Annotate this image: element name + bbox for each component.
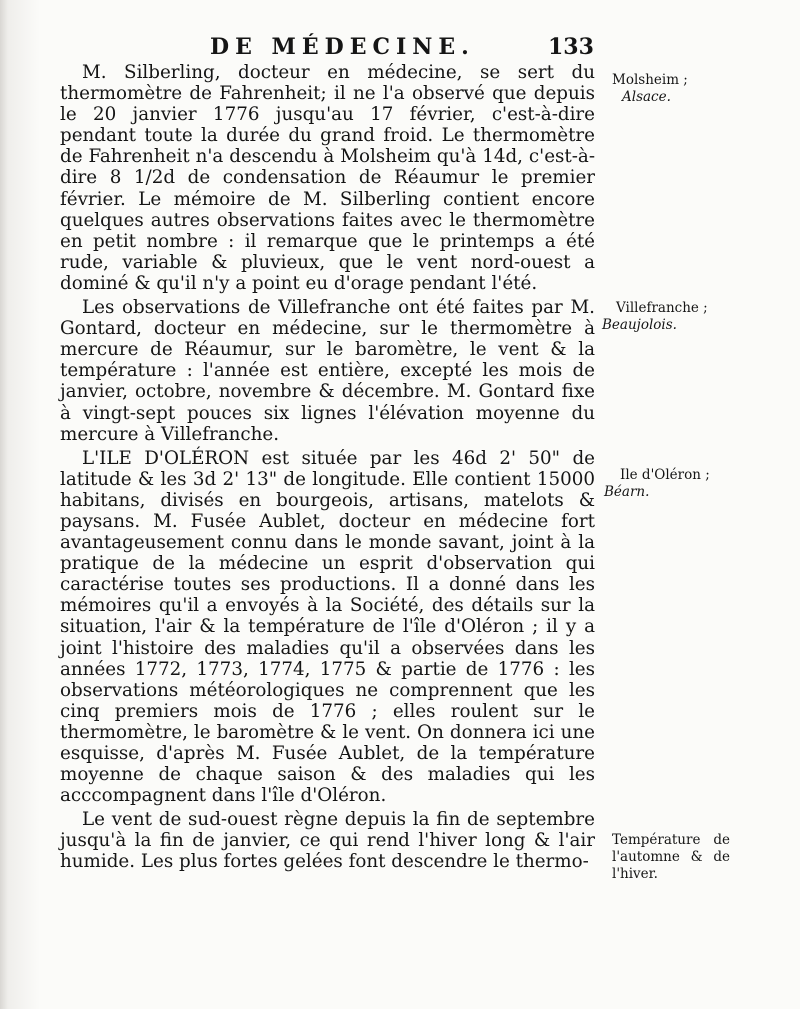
margin-note-place: Ile d'Oléron ;: [620, 467, 710, 483]
margin-note-region: Béarn.: [604, 484, 650, 500]
margin-note-villefranche: [602, 300, 766, 334]
margin-note-molsheim: [612, 72, 762, 106]
margin-note-place: Molsheim ;: [612, 72, 688, 88]
paragraph-temperature-hiver: Le vent de sud-ouest règne depuis la fin de septembre jusqu'à la fin de janvier, ce qui rend l'hiver long & l'air humide. Les plus fortes gelées font descendre le thermo-: [60, 809, 595, 873]
margin-note-place: Villefranche ;: [616, 300, 708, 316]
running-head: DE MÉDECINE.: [210, 34, 475, 60]
margin-note-region: Beaujolois.: [602, 317, 677, 333]
main-text: [60, 62, 595, 873]
paragraph-molsheim: M. Silberling, docteur en médecine, se sert du thermomètre de Fahrenheit; il ne l'a observé que depuis le 20 janvier 1776 jusqu'au 17 février, c'est-à-dire pendant toute la durée du grand froid. Le thermomètre de Fahrenheit n'a descendu à Molsheim qu'à 14d, c'est-à-dire 8 1/2d de condensation de Réaumur le premier février. Le mémoire de M. Silberling contient encore quelques autres observations faites avec le thermomètre en petit nombre : il remarque que le printemps a été rude, variable & pluvieux, que le vent nord-ouest a dominé & qu'il n'y a point eu d'orage pendant l'été.: [60, 62, 595, 294]
paragraph-ile-d-oleron: L'ILE D'OLÉRON est située par les 46d 2' 50" de latitude & les 3d 2' 13" de longitude. Elle contient 15000 habitans, divisés en bourgeois, artisans, matelots & paysans. M. Fusée Aublet, docteur en médecine fort avantageusement connu dans le monde savant, joint à la pratique de la médecine un esprit d'observation qui caractérise toutes ses productions. Il a donné dans les mémoires qu'il a envoyés à la Société, des détails sur la situation, l'air & la température de l'île d'Oléron ; il y a joint l'histoire des maladies qu'il a observées dans les années 1772, 1773, 1774, 1775 & partie de 1776 : les observations météorologiques ne comprennent que les cinq premiers mois de 1776 ; elles roulent sur le thermomètre, le baromètre & le vent. On donnera ici une esquisse, d'après M. Fusée Aublet, de la température moyenne de chaque saison & des maladies qui les acccompagnent dans l'île d'Oléron.: [60, 447, 595, 807]
margin-note-place: Température de l'automne & de l'hiver.: [612, 832, 730, 882]
margin-note-region: Alsace.: [622, 89, 671, 105]
page-number: 133: [548, 34, 594, 60]
page-header: [170, 34, 600, 62]
paragraph-villefranche: Les observations de Villefranche ont été faites par M. Gontard, docteur en médecine, sur le thermomètre à mercure de Réaumur, sur le baromètre, le vent & la température : l'année est entière, excepté les mois de janvier, octobre, novembre & décembre. M. Gontard fixe à vingt-sept pouces six lignes l'élévation moyenne du mercure à Villefranche.: [60, 297, 595, 445]
margin-note-temperature: [612, 832, 730, 883]
margin-note-ile-d-oleron: [604, 467, 760, 501]
